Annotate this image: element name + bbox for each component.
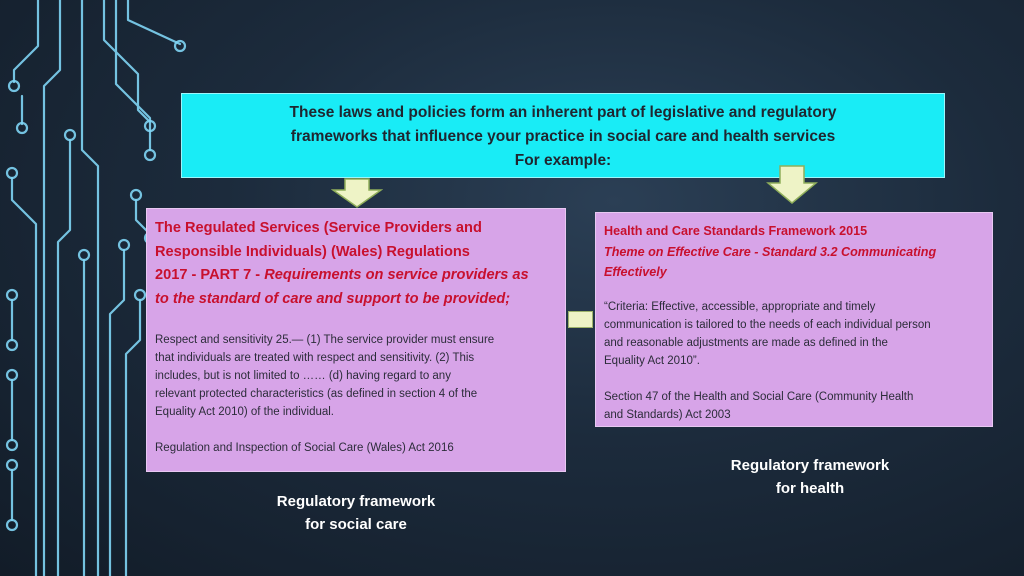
criteria-line-2: communication is tailored to the needs of each individual person	[604, 318, 931, 331]
caption-health-line-1: Regulatory framework	[730, 457, 890, 474]
caption-social-care-line-1: Regulatory framework	[276, 493, 436, 510]
health-theme-line-1: Theme on Effective Care - Standard 3.2 Communicating	[604, 244, 937, 259]
down-arrow-icon-right	[766, 165, 818, 205]
caption-social-care-line-2: for social care	[305, 516, 407, 533]
social-care-title-line-3	[155, 264, 557, 288]
body-line-2: that individuals are treated with respect and sensitivity. (2) This	[155, 352, 475, 364]
respect-sensitivity-text	[155, 331, 557, 421]
body-line-1: Respect and sensitivity 25.— (1) The service provider must ensure	[155, 334, 495, 346]
criteria-line-4: Equality Act 2010”.	[604, 354, 700, 367]
criteria-line-3: and reasonable adjustments are made as defined in the	[604, 336, 888, 349]
intro-banner	[181, 93, 945, 178]
social-care-part-label: 2017 - PART 7 -	[155, 267, 265, 283]
social-care-title	[155, 217, 557, 311]
section-47-text	[604, 388, 984, 424]
caption-social-care	[236, 490, 476, 536]
health-theme-line-2: Effectively	[604, 265, 667, 279]
caption-health	[690, 454, 930, 500]
intro-line-2: frameworks that influence your practice in social care and health services	[290, 128, 836, 145]
intro-line-3: For example:	[514, 152, 612, 169]
health-title: Health and Care Standards Framework 2015	[604, 224, 868, 238]
social-care-requirements-text: Requirements on service providers as	[264, 267, 529, 283]
connector-box	[568, 311, 593, 328]
social-care-title-line-4: to the standard of care and support to be provided;	[155, 290, 511, 307]
body-line-3: includes, but is not limited to …… (d) having regard to any	[155, 370, 451, 382]
caption-health-line-2: for health	[775, 480, 845, 497]
criteria-text	[604, 298, 984, 370]
health-box	[595, 212, 993, 427]
intro-line-1: These laws and policies form an inherent part of legislative and regulatory	[289, 104, 837, 121]
regulation-act-text: Regulation and Inspection of Social Care (Wales) Act 2016	[155, 442, 454, 454]
social-care-box	[146, 208, 566, 472]
social-care-title-line-1: The Regulated Services (Service Providers and	[155, 220, 482, 236]
criteria-line-1: “Criteria: Effective, accessible, appropriate and timely	[604, 300, 876, 313]
social-care-title-line-2: Responsible Individuals) (Wales) Regulations	[155, 243, 470, 260]
body-line-4: relevant protected characteristics (as defined in section 4 of the	[155, 388, 478, 400]
section-line-2: and Standards) Act 2003	[604, 408, 731, 421]
section-line-1: Section 47 of the Health and Social Care (Community Health	[604, 390, 914, 403]
body-line-5: Equality Act 2010) of the individual.	[155, 406, 335, 418]
down-arrow-icon-left	[331, 178, 383, 208]
health-title-block	[604, 221, 984, 283]
